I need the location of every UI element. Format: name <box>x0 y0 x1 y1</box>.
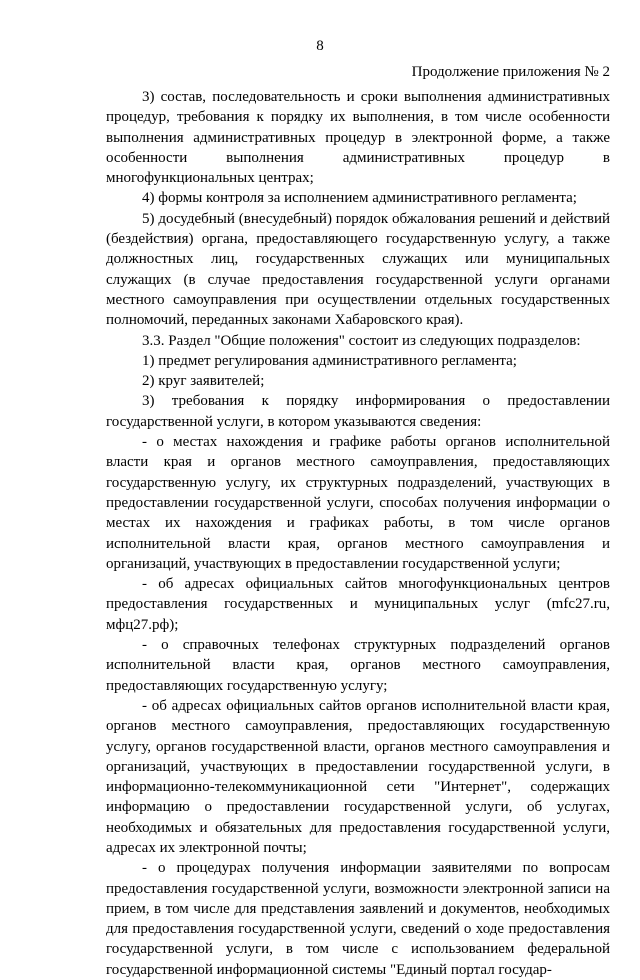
paragraph: 2) круг заявителей; <box>142 373 265 390</box>
paragraph: 3) требования к порядку информирования о предоставлении государственной услуги, в котором указываются сведения: <box>106 393 610 430</box>
paragraph: 1) предмет регулирования административного регламента; <box>142 352 517 369</box>
paragraph: 5) досудебный (внесудебный) порядок обжалования решений и действий (бездействия) органа, предоставляющего государственную услугу, а также должностных лиц, государственных служащих или муниципальных служащих (в случае предоставления государственной услуги органами местного самоуправления при осуществлении отдельных государственных полномочий, переданных законами Хабаровского края). <box>106 210 610 329</box>
paragraph: - об адресах официальных сайтов органов исполнительной власти края, органов местного самоуправления, предоставляющих государственную услугу, органов государственной власти, органов местного самоуправления и организаций, участвующих в предоставлении государственной услуги, в информационно-телекоммуникационной сети "Интернет", содержащих информацию о предоставлении государственной услуги, об услугах, необходимых и обязательных для предоставления государственной услуги, адресах их электронной почты; <box>106 697 610 856</box>
paragraph: 3) состав, последовательность и сроки выполнения административных процедур, требования к порядку их выполнения, в том числе особенности выполнения административных процедур в электронной форме, а также особенности выполнения административных процедур в многофункциональных центрах; <box>106 89 610 187</box>
paragraph: - о местах нахождения и графике работы органов исполнительной власти края и органов местного самоуправления, предоставляющих государственную услугу, их структурных подразделений, участвующих в предоставлении государственной услуги, способах получения информации о местах их нахождения и графиках работы, в том числе органов исполнительной власти края, органов местного самоуправления и организаций, участвующих в предоставлении государственной услуги; <box>106 434 610 572</box>
appendix-continuation-note: Продолжение приложения № 2 <box>411 64 610 80</box>
paragraph: - о процедурах получения информации заявителями по вопросам предоставления государственной услуги, возможности электронной записи на прием, в том числе для представления заявлений и документов, необходимых для предоставления государственной услуги, сведений о ходе предоставления государственной услуги, в том числе с использованием федеральной государственной информационной системы "Единый портал государ- <box>106 860 610 978</box>
document-body <box>106 87 610 980</box>
paragraph: 4) формы контроля за исполнением административного регламента; <box>142 190 577 207</box>
paragraph: - о справочных телефонах структурных подразделений органов исполнительной власти края, органов местного самоуправления, предоставляющих государственную услугу; <box>106 637 610 694</box>
page-number: 8 <box>316 38 324 54</box>
paragraph: 3.3. Раздел "Общие положения" состоит из следующих подразделов: <box>142 332 581 349</box>
paragraph: - об адресах официальных сайтов многофункциональных центров предоставления государственных и муниципальных услуг (mfc27.ru, мфц27.рф); <box>106 576 610 633</box>
